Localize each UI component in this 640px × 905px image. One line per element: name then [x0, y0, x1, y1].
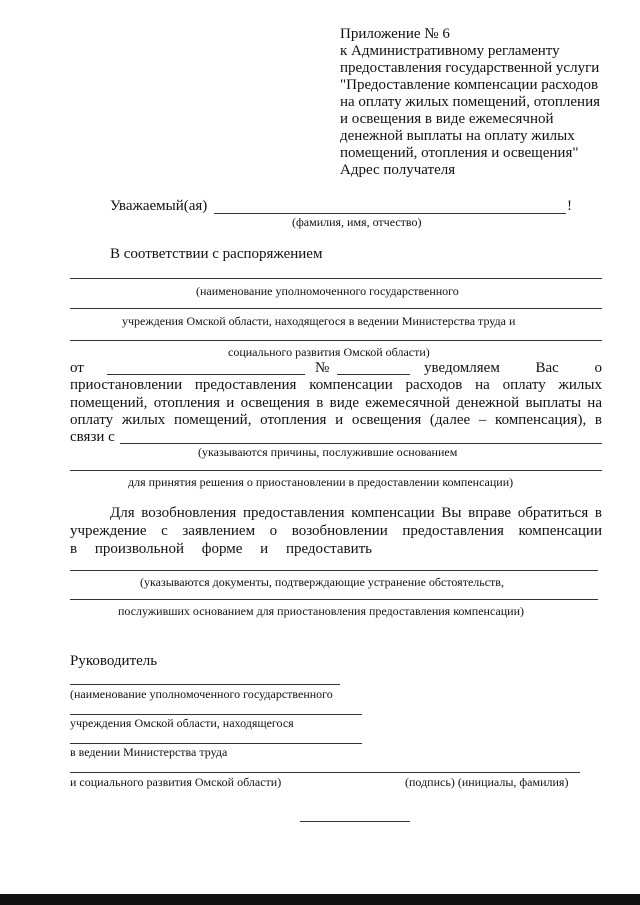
recipient-name-caption: (фамилия, имя, отчество) [292, 215, 422, 229]
order-intro: В соответствии с распоряжением [110, 246, 323, 262]
signature-org-line: и социального развития Омской области) [70, 775, 282, 789]
order-line [70, 340, 602, 341]
signature-line [70, 743, 362, 744]
documents-caption: (указываются документы, подтверждающие устранение обстоятельств, [140, 575, 504, 589]
order-number-sign: № [315, 360, 330, 376]
resume-line: учреждение с заявлением о возобновлении предоставления компенсации [70, 523, 602, 539]
signature-title: Руководитель [70, 653, 158, 669]
reason-caption: (указываются причины, послужившие основанием [198, 445, 458, 459]
greeting-label: Уважаемый(ая) [110, 198, 208, 214]
appendix-title: Приложение № 6 [340, 26, 450, 42]
order-number-line [337, 374, 410, 375]
recipient-address-label: Адрес получателя [340, 162, 456, 178]
signature-org-line: (наименование уполномоченного государственного [70, 687, 333, 701]
signature-line [70, 772, 580, 773]
header-line: денежной выплаты на оплату жилых [340, 128, 575, 144]
header-line: предоставления государственной услуги [340, 60, 600, 76]
order-date-prefix: от [70, 360, 84, 376]
order-line [70, 308, 602, 309]
resume-line: Для возобновления предоставления компенсации Вы вправе обратиться в [110, 505, 602, 521]
signature-line [70, 684, 340, 685]
footer-rule [300, 821, 410, 822]
header-line: "Предоставление компенсации расходов [340, 77, 599, 93]
header-line: к Административному регламенту [340, 43, 560, 59]
order-date-line [107, 374, 305, 375]
body-line: приостановлении предоставления компенсации расходов на оплату жилых [70, 377, 602, 393]
documents-caption: послуживших основанием для приостановления предоставления компенсации) [118, 604, 525, 618]
reason-line [120, 443, 602, 444]
reason-caption: для принятия решения о приостановлении в предоставлении компенсации) [128, 475, 514, 489]
reason-prefix: связи с [70, 429, 115, 445]
body-line: оплату жилых помещений, отопления и освещения (далее – компенсация), в [70, 412, 602, 428]
scan-edge [0, 894, 640, 905]
order-caption: (наименование уполномоченного государственного [196, 284, 459, 298]
signature-org-line: в ведении Министерства труда [70, 745, 228, 759]
header-line: помещений, отопления и освещения" [340, 145, 579, 161]
signature-org-line: учреждения Омской области, находящегося [70, 716, 294, 730]
documents-line [70, 570, 598, 571]
recipient-name-line [214, 213, 566, 214]
header-line: и освещения в виде ежемесячной [340, 111, 554, 127]
signature-line [70, 714, 362, 715]
signature-caption: (подпись) (инициалы, фамилия) [405, 775, 569, 789]
order-caption: социального развития Омской области) [228, 345, 430, 359]
header-line: на оплату жилых помещений, отопления [340, 94, 600, 110]
order-line [70, 278, 602, 279]
order-caption: учреждения Омской области, находящегося в ведении Министерства труда и [122, 314, 516, 328]
greeting-exclamation: ! [567, 198, 572, 214]
body-line: помещений, отопления и освещения в виде ежемесячной денежной выплаты на [70, 395, 602, 411]
reason-line [70, 470, 602, 471]
resume-line: в произвольной форме и предоставить [70, 541, 372, 557]
documents-line [70, 599, 598, 600]
notify-text: уведомляем Вас о [424, 360, 602, 376]
